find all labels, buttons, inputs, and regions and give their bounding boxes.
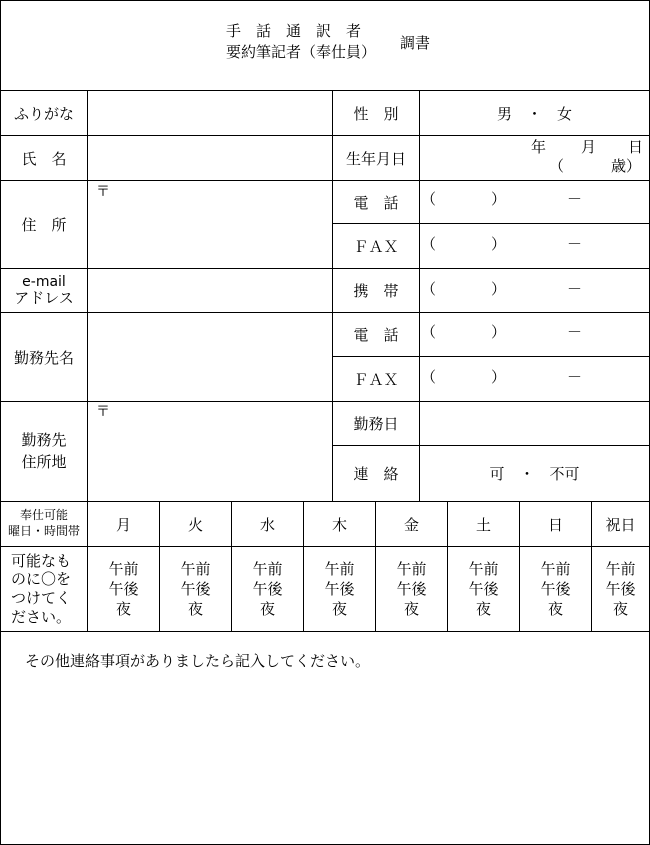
email-label — [1, 269, 87, 312]
postal-mark-work: 〒 — [96, 404, 110, 420]
work-address-label-line-1: 勤務先 — [21, 430, 67, 449]
work-days-label: 勤務日 — [353, 415, 399, 433]
slot-cell-sat[interactable] — [448, 547, 519, 631]
workplace-label: 勤務先名 — [13, 348, 74, 367]
slot-cell-sun[interactable] — [520, 547, 591, 631]
notes-field[interactable] — [1, 676, 649, 844]
mobile-label: 携 帯 — [353, 282, 399, 300]
work-address-field[interactable] — [88, 402, 332, 501]
slot-pm[interactable]: 午後 — [396, 579, 427, 598]
day-wed: 水 — [259, 515, 275, 534]
workplace-field[interactable] — [88, 313, 332, 401]
slot-cell-wed[interactable] — [232, 547, 303, 631]
paren-open: （ — [421, 323, 437, 341]
slot-cell-mon[interactable] — [88, 547, 159, 631]
schedule-row-line-1: 可能なも — [11, 551, 72, 570]
slot-cell-tue[interactable] — [160, 547, 231, 631]
birth-year-label: 年 — [531, 138, 547, 156]
divider — [1, 631, 649, 632]
slot-night[interactable]: 夜 — [475, 600, 491, 619]
title-line-1: 手 話 通 訳 者 — [226, 22, 362, 40]
paren-open: （ — [421, 190, 437, 208]
day-mon: 月 — [115, 515, 131, 534]
address-label: 住 所 — [21, 216, 67, 234]
slot-cell-holiday[interactable] — [592, 547, 649, 631]
name-label: 氏 名 — [21, 149, 67, 168]
schedule-header-label — [1, 502, 87, 546]
slot-night[interactable]: 夜 — [547, 600, 563, 619]
paren-close: ） — [491, 280, 507, 298]
work-phone-label: 電 話 — [353, 326, 399, 344]
title-suffix: 調書 — [400, 34, 431, 52]
paren-open: （ — [421, 280, 437, 298]
day-sat: 土 — [475, 515, 491, 534]
birthdate-label: 生年月日 — [345, 149, 406, 168]
age-close-label: 歳） — [611, 157, 642, 175]
contact-options[interactable]: 可 ・ 不可 — [489, 465, 580, 483]
furigana-field[interactable] — [88, 91, 332, 135]
slot-pm[interactable]: 午後 — [605, 579, 636, 598]
slot-pm[interactable]: 午後 — [252, 579, 283, 598]
slot-night[interactable]: 夜 — [115, 600, 131, 619]
dash: － — [567, 280, 583, 298]
slot-pm[interactable]: 午後 — [540, 579, 571, 598]
address-field[interactable] — [88, 181, 332, 268]
work-days-field[interactable] — [420, 402, 649, 445]
slot-am[interactable]: 午前 — [324, 559, 355, 578]
schedule-row-line-2: のに〇を — [11, 570, 72, 589]
slot-night[interactable]: 夜 — [259, 600, 275, 619]
slot-night[interactable]: 夜 — [187, 600, 203, 619]
paren-close: ） — [491, 368, 507, 386]
day-tue: 火 — [187, 515, 203, 534]
slot-am[interactable]: 午前 — [396, 559, 427, 578]
paren-close: ） — [491, 323, 507, 341]
slot-am[interactable]: 午前 — [468, 559, 499, 578]
dash: － — [567, 368, 583, 386]
slot-am[interactable]: 午前 — [180, 559, 211, 578]
day-sun: 日 — [547, 515, 563, 534]
slot-am[interactable]: 午前 — [605, 559, 636, 578]
dash: － — [567, 235, 583, 253]
dash: － — [567, 190, 583, 208]
slot-pm[interactable]: 午後 — [180, 579, 211, 598]
fax-label: ＦＡＸ — [353, 237, 399, 256]
schedule-row-line-3: つけてく — [11, 589, 72, 607]
slot-night[interactable]: 夜 — [403, 600, 419, 619]
work-fax-label: ＦＡＸ — [353, 370, 399, 389]
slot-am[interactable]: 午前 — [540, 559, 571, 578]
paren-close: ） — [491, 190, 507, 208]
schedule-row-line-4: ださい。 — [11, 607, 72, 626]
email-field[interactable] — [88, 269, 332, 312]
birth-month-label: 月 — [581, 138, 597, 156]
slot-am[interactable]: 午前 — [108, 559, 139, 578]
paren-close: ） — [491, 235, 507, 253]
schedule-header-line-1: 奉仕可能 — [19, 508, 68, 523]
gender-label: 性 別 — [353, 104, 399, 123]
schedule-header-line-2: 曜日・時間帯 — [7, 524, 80, 538]
slot-cell-thu[interactable] — [304, 547, 375, 631]
slot-pm[interactable]: 午後 — [324, 579, 355, 598]
day-fri: 金 — [403, 515, 419, 534]
day-holiday: 祝日 — [605, 515, 636, 534]
email-label-line-1: e-mail — [22, 273, 66, 290]
furigana-label: ふりがな — [13, 104, 74, 123]
title-line-2: 要約筆記者（奉仕員） — [226, 43, 377, 61]
paren-open: （ — [421, 368, 437, 386]
slot-pm[interactable]: 午後 — [468, 579, 499, 598]
work-address-label — [1, 402, 87, 501]
dash: － — [567, 323, 583, 341]
slot-am[interactable]: 午前 — [252, 559, 283, 578]
slot-cell-fri[interactable] — [376, 547, 447, 631]
work-address-label-line-2: 住所地 — [21, 452, 67, 471]
footer-note: その他連絡事項がありましたら記入してください。 — [25, 652, 371, 670]
age-open-paren: （ — [549, 157, 565, 175]
schedule-row-label — [1, 547, 87, 631]
slot-night[interactable]: 夜 — [612, 600, 628, 619]
birth-day-label: 日 — [628, 138, 644, 156]
paren-open: （ — [421, 235, 437, 253]
slot-night[interactable]: 夜 — [331, 600, 347, 619]
name-field[interactable] — [88, 136, 332, 180]
gender-options[interactable]: 男 ・ 女 — [496, 104, 572, 123]
day-thu: 木 — [331, 515, 347, 534]
email-label-line-2: アドレス — [14, 288, 74, 307]
postal-mark: 〒 — [96, 184, 110, 200]
contact-label: 連 絡 — [353, 465, 399, 483]
slot-pm[interactable]: 午後 — [108, 579, 139, 598]
phone-label: 電 話 — [353, 193, 399, 212]
